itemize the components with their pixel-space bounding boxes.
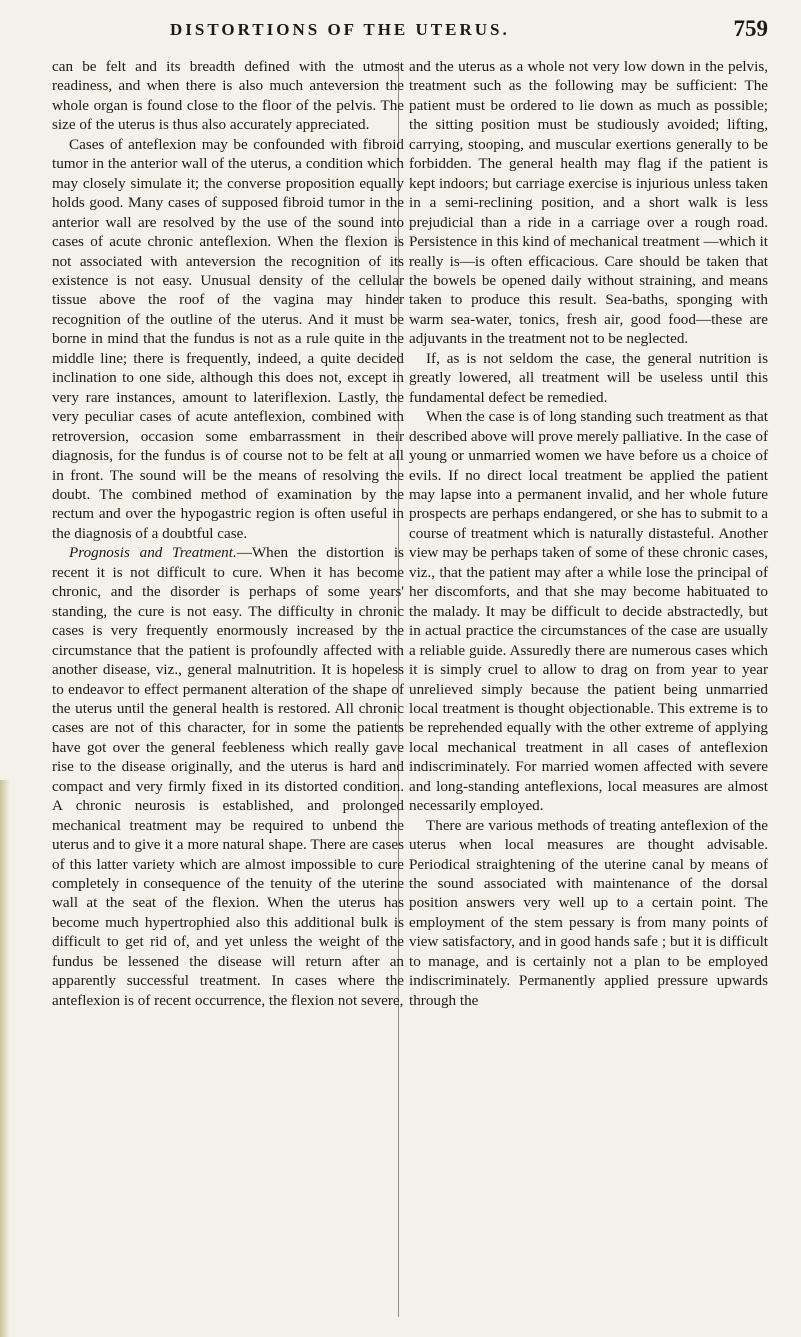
page-number: 759 <box>733 16 768 41</box>
section-heading: Prognosis and Treatment. <box>69 544 237 562</box>
running-title: DISTORTIONS OF THE UTERUS. <box>170 20 510 39</box>
page-edge-shadow <box>0 780 10 1337</box>
left-column <box>52 57 404 1010</box>
paragraph: can be felt and its breadth defined with the utmost readiness, and when there is also much anteversion the whole organ is found close to the floor of the pelvis. The size of the uterus is thus also accurately appreciated. <box>52 58 404 134</box>
paragraph: Cases of anteflexion may be confounded with fibroid tumor in the anterior wall of the uterus, a condition which may closely simulate it; the converse proposition equally holds good. Many cases of supposed fibroid tumor in the anterior wall are resolved by the use of the sound into cases of acute chronic anteflexion. When the flexion is not associated with anteversion the recognition of its existence is not easy. Unusual density of the cellular tissue above the roof of the vagina may hinder recognition of the outline of the uterus. And it must be borne in mind that the fundus is not as a rule quite in the middle line; there is frequently, indeed, a quite decided inclination to one side, although this does not, except in very rare instances, amount to lateriflexion. Lastly, the very peculiar cases of acute anteflexion, combined with retroversion, occasion some embarrassment in their diagnosis, for the fundus is of course not to be felt at all in front. The sound will be the means of resolving the doubt. The combined method of examination by the rectum and over the hypogastric region is often useful in the diagnosis of a doubtful case. <box>52 135 404 542</box>
paragraph: There are various methods of treating anteflexion of the uterus when local measures are thought advisable. Periodical straightening of the uterine canal by means of the sound associated with maintenance of the dorsal position answers very well up to a certain point. The employment of the stem pessary is from many points of view satisfactory, and in good hands safe ; but it is difficult to manage, and is certainly not a plan to be employed indiscriminately. Permanently applied pressure upwards through the <box>409 816 768 1009</box>
page-header <box>40 14 768 44</box>
paragraph <box>52 543 404 1010</box>
right-column <box>409 57 768 1010</box>
paragraph: When the case is of long standing such treatment as that described above will prove merely palliative. In the case of young or unmarried women we have before us a choice of evils. If no direct local treatment be applied the patient may lapse into a permanent invalid, and her whole future prospects are perhaps endangered, or she has to submit to a course of treatment which is naturally distasteful. Another view may be perhaps taken of some of these chronic cases, viz., that the patient may after a while lose the principal of her discomforts, and that she may become habituated to the malady. It may be difficult to decide abstractedly, but in actual practice the circumstances of the case are usually a reliable guide. Assuredly there are numerous cases which it is simply cruel to allow to drag on from year to year unrelieved simply because the patient being unmarried local treatment is thought objectionable. This extreme is to be reprehended equally with the other extreme of applying local mechanical treatment in all cases of anteflexion indiscriminately. For married women affected with severe and long-standing anteflexions, local measures are almost necessarily employed. <box>409 408 768 815</box>
paragraph: If, as is not seldom the case, the general nutrition is greatly lowered, all treatment will be useless until this fundamental defect be remedied. <box>409 349 768 406</box>
paragraph-body: —When the distortion is recent it is not difficult to cure. When it has become chronic, and the disorder is perhaps of some years' standing, the cure is not easy. The difficulty in chronic cases is very frequently enormously increased by the circumstance that the patient is profoundly affected with another disease, viz., general malnutrition. It is hopeless to endeavor to effect permanent alteration of the shape of the uterus until the general health is restored. All chronic cases are not of this character, for in some the patients have got over the general feebleness which really gave rise to the disease originally, and the uterus is hard and compact and very firmly fixed in its distorted condition. A chronic neurosis is established, and prolonged mechanical treatment may be required to unbend the uterus and to give it a more natural shape. There are cases of this latter variety which are almost impossible to cure completely in consequence of the tenuity of the uterine wall at the seat of the flexion. When the uterus has become much hypertrophied also this additional bulk is difficult to get rid of, and yet unless the weight of the fundus be lessened the disease will return after an apparently successful treatment. In cases where the anteflexion is of recent occurrence, the flexion not severe, <box>52 544 404 1009</box>
paragraph: and the uterus as a whole not very low down in the pelvis, treatment such as the following may be sufficient: The patient must be ordered to lie down as much as possible; the sitting position must be studiously avoided; lifting, carrying, stooping, and muscular exertions generally to be forbidden. The general health may flag if the patient is kept indoors; but carriage exercise is injurious unless taken in a semi-reclining position, and a short walk is less prejudicial than a ride in a carriage over a rough road. Persistence in this kind of mechanical treatment —which it really is—is often efficacious. Care should be taken that the bowels be opened daily without straining, and means taken to produce this result. Sea-baths, sponging with warm sea-water, tonics, fresh air, good food—these are adjuvants in the treatment not to be neglected. <box>409 58 768 348</box>
